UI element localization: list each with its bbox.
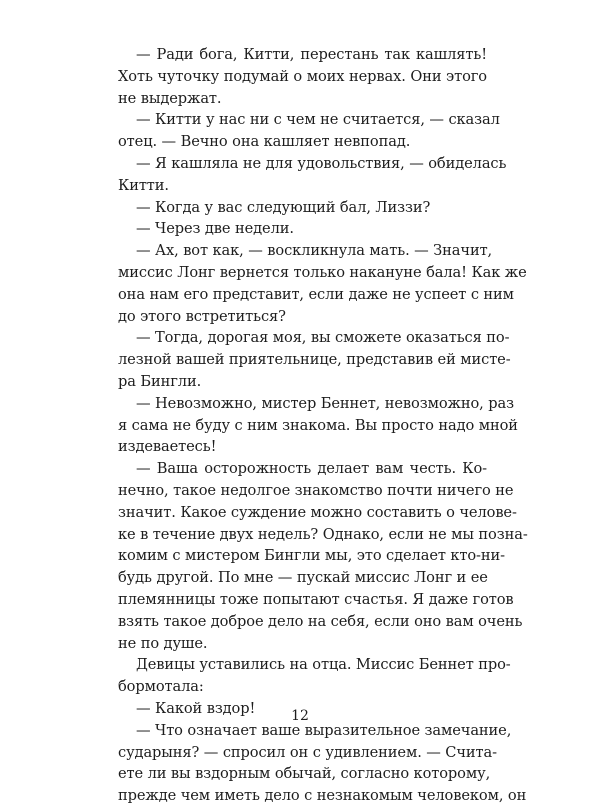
- text-line: — Ваша осторожность делает вам честь. Ко-: [136, 460, 487, 478]
- text-line: она нам его представит, если даже не успеет с ним: [118, 285, 514, 303]
- text-line: комим с мистером Бингли мы, это сделает кто-ни-: [118, 547, 505, 565]
- text-line: — Какой вздор!: [136, 699, 256, 717]
- text-line: — Я кашляла не для удовольствия, — обиделась: [136, 154, 507, 172]
- text-line: не выдержат.: [118, 89, 222, 107]
- text-line: племянницы тоже попытают счастья. Я даже готов: [118, 590, 514, 608]
- text-line: — Невозможно, мистер Беннет, невозможно, раз: [136, 394, 514, 412]
- text-line: — Ах, вот как, — воскликнула мать. — Значит,: [136, 242, 493, 260]
- text-line: — Китти у нас ни с чем не считается, — сказал: [136, 111, 500, 129]
- text-line: я сама не буду с ним знакома. Вы просто надо мной: [118, 416, 518, 434]
- text-line: лезной вашей приятельнице, представив ей мисте-: [118, 351, 511, 369]
- text-line: сударыня? — спросил он с удивлением. — Счита-: [118, 743, 497, 761]
- text-line: нечно, такое недолгое знакомство почти ничего не: [118, 481, 514, 499]
- page-number: 12: [291, 708, 309, 724]
- text-line: миссис Лонг вернется только накануне бала! Как же: [118, 263, 527, 281]
- text-line: — Через две недели.: [136, 220, 294, 238]
- text-line: — Когда у вас следующий бал, Лиззи?: [136, 198, 431, 216]
- text-line: не по душе.: [118, 634, 208, 652]
- text-line: — Тогда, дорогая моя, вы сможете оказаться по-: [136, 329, 510, 347]
- text-line: ете ли вы вздорным обычай, согласно которому,: [118, 765, 491, 783]
- body-text: [118, 44, 528, 807]
- text-line: до этого встретиться?: [118, 307, 286, 325]
- text-line: бормотала:: [118, 678, 204, 696]
- text-line: издеваетесь!: [118, 438, 217, 456]
- text-line: будь другой. По мне — пускай миссис Лонг и ее: [118, 569, 488, 587]
- text-line: — Ради бога, Китти, перестань так кашлять!: [136, 46, 487, 63]
- text-line: Китти.: [118, 176, 169, 194]
- text-line: отец. — Вечно она кашляет невпопад.: [118, 133, 411, 151]
- text-line: прежде чем иметь дело с незнакомым человеком, он: [118, 787, 527, 805]
- text-line: ке в течение двух недель? Однако, если не мы позна-: [118, 525, 528, 543]
- text-line: Девицы уставились на отца. Миссис Беннет про-: [136, 656, 511, 674]
- text-line: Хоть чуточку подумай о моих нервах. Они этого: [118, 67, 487, 85]
- text-line: — Что означает ваше выразительное замечание,: [136, 721, 512, 739]
- text-line: взять такое доброе дело на себя, если оно вам очень: [118, 612, 523, 630]
- text-line: значит. Какое суждение можно составить о челове-: [118, 503, 517, 521]
- text-line: ра Бингли.: [118, 372, 202, 390]
